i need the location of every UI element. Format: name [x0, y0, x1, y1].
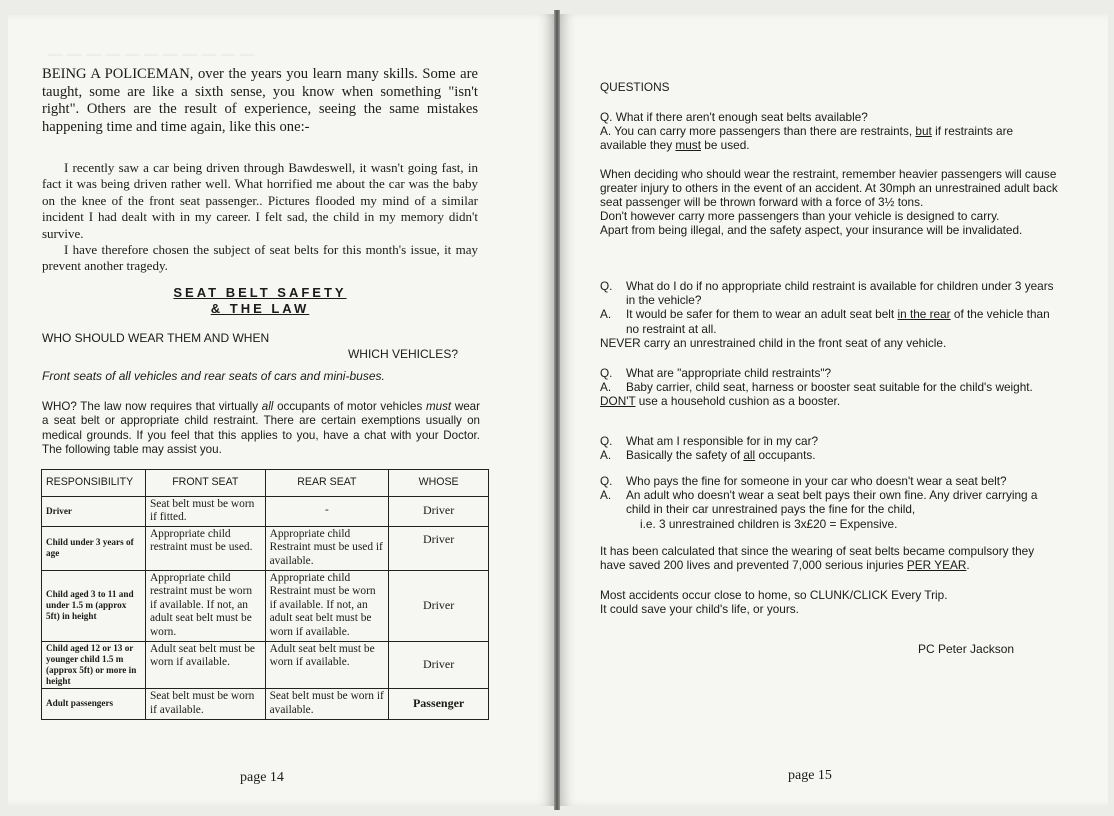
answer-1-must: must	[675, 138, 701, 153]
responsibility-cell: Adult passengers	[42, 689, 146, 719]
rear-seat-cell: Appropriate child Restraint must be used if available.	[265, 526, 389, 570]
front-seat-cell: Adult seat belt must be worn if available.	[145, 641, 265, 689]
question-5-block	[600, 474, 1058, 531]
who-emphasis-must: must	[426, 400, 452, 413]
rear-seat-cell: Adult seat belt must be worn if available.	[265, 641, 389, 689]
statistic-end: .	[966, 558, 970, 573]
question-4-block	[600, 434, 1058, 462]
answer-1-text-b: if restraints are available they	[600, 124, 1014, 153]
statistic-text: It has been calculated that since the wearing of seat belts became compulsory they have saved 200 lives and prevented 7,000 serious injuries	[600, 544, 1035, 573]
closing-line-1: Most accidents occur close to home, so CLUNK/CLICK Every Trip.	[600, 588, 948, 602]
table-header-row	[42, 470, 489, 497]
who-label: WHO?	[42, 400, 77, 413]
question-2-block	[600, 279, 1058, 350]
rear-seat-cell: -	[265, 496, 389, 526]
table-row	[42, 496, 489, 526]
header-front-seat: FRONT SEAT	[145, 470, 265, 497]
table-row	[42, 526, 489, 570]
q2-label: Q.	[600, 279, 613, 293]
front-seat-cell: Appropriate child restraint must be used.	[145, 526, 265, 570]
whose-cell: Driver	[389, 641, 489, 689]
capacity-paragraph: Don't however carry more passengers than your vehicle is designed to carry.	[600, 209, 1000, 224]
rear-seat-cell: Appropriate child Restraint must be worn if available. If not, an adult seat belt must be worn if available.	[265, 570, 389, 641]
page-number-left: page 14	[240, 770, 284, 785]
answer-1-text-c: be used.	[701, 138, 750, 153]
answer-4-all: all	[743, 448, 756, 463]
whose-cell: Driver	[389, 496, 489, 526]
closing-paragraph	[600, 588, 1058, 616]
answer-4	[626, 448, 816, 462]
page-number-right: page 15	[788, 768, 832, 783]
intro-paragraph: BEING A POLICEMAN, over the years you learn many skills. Some are taught, some are like a sixth sense, you know when something "isn't right". Others are the result of experience, seeing the same mistakes happening time and time again, like this one:-	[42, 66, 478, 135]
front-seat-cell: Appropriate child restraint must be worn if available. If not, an adult seat belt must be worn.	[145, 570, 265, 641]
seat-belt-table	[41, 469, 489, 720]
which-vehicles-heading: WHICH VEHICLES?	[347, 347, 458, 361]
front-seats-line: Front seats of all vehicles and rear seats of cars and mini-buses.	[42, 369, 385, 383]
question-3-block	[600, 366, 1058, 409]
statistic-paragraph	[600, 544, 1058, 572]
q4-label: Q.	[600, 434, 613, 448]
responsibility-cell: Child under 3 years of age	[42, 526, 146, 570]
never-line: NEVER carry an unrestrained child in the front seat of any vehicle.	[600, 335, 947, 350]
answer-4-text-b: occupants.	[755, 448, 816, 463]
who-text-c: wear a seat belt or appropriate child restraint. There are certain exemptions usually on medical grounds. If you feel that this applies to you, have a chat with your Doctor. The following table may assist you.	[42, 400, 480, 457]
answer-1-but: but	[915, 124, 932, 139]
whose-cell: Driver	[389, 570, 489, 641]
answer-3: Baby carrier, child seat, harness or booster seat suitable for the child's weight.	[626, 380, 1033, 395]
table-row	[42, 689, 489, 719]
who-paragraph	[42, 400, 480, 458]
question-3: What are "appropriate child restraints"?	[626, 366, 832, 380]
who-should-heading: WHO SHOULD WEAR THEM AND WHEN	[42, 331, 270, 345]
table-row	[42, 641, 489, 689]
article-heading	[42, 285, 478, 317]
who-text-b: occupants of motor vehicles	[273, 400, 427, 413]
a5-label: A.	[600, 488, 612, 503]
story-paragraph-1: I recently saw a car being driven through Bawdeswell, it wasn't going fast, in fact it was being driven rather well. What horrified me about the car was the baby on the knee of the front seat passenger.. Pictures flooded my mind of a similar incident I had dealt with in my career. I felt sad, the child in my memory didn't survive.	[42, 160, 478, 241]
whose-cell: Driver	[389, 526, 489, 570]
a2-label: A.	[600, 307, 612, 322]
a4-label: A.	[600, 448, 612, 463]
question-1: Q. What if there aren't enough seat belts available?	[600, 110, 868, 124]
per-year-emphasis: PER YEAR	[906, 558, 967, 573]
dont-emphasis: DON'T	[600, 394, 636, 409]
left-page	[8, 14, 554, 806]
booster-line: use a household cushion as a booster.	[635, 394, 841, 409]
story-text	[42, 160, 478, 275]
answer-4-text-a: Basically the safety of	[626, 448, 744, 463]
fine-example: i.e. 3 unrestrained children is 3x£20 = Expensive.	[640, 516, 898, 531]
a3-label: A.	[600, 380, 612, 395]
answer-2-text-a: It would be safer for them to wear an adult seat belt	[626, 307, 898, 322]
responsibility-cell: Child aged 3 to 11 and under 1.5 m (approx 5ft) in height	[42, 570, 146, 641]
answer-2-text-b: of the vehicle than no restraint at all.	[626, 307, 1050, 336]
who-text-a: The law now requires that virtually	[76, 400, 262, 413]
q5-label: Q.	[600, 474, 613, 488]
who-emphasis-all: all	[261, 400, 274, 413]
responsibility-cell: Child aged 12 or 13 or younger child 1.5 m (approx 5ft) or more in height	[42, 641, 146, 689]
heading-line-1: SEAT BELT SAFETY	[173, 285, 347, 300]
bleed-through-text: — — — — — — — — — — —	[48, 46, 255, 63]
answer-2-rear: in the rear	[897, 307, 951, 322]
answer-5: An adult who doesn't wear a seat belt pays their own fine. Any driver carrying a child in their car unrestrained pays the fine for the child,	[626, 488, 1038, 517]
question-5: Who pays the fine for someone in your car who doesn't wear a seat belt?	[626, 474, 1007, 488]
weight-paragraph: When deciding who should wear the restraint, remember heavier passengers will cause greater injury to others in the event of an accident. At 30mph an unrestrained adult back seat passenger will be thrown forward with a force of 3½ tons.	[600, 166, 1058, 210]
story-paragraph-2: I have therefore chosen the subject of seat belts for this month's issue, it may prevent another tragedy.	[42, 242, 478, 274]
q3-label: Q.	[600, 366, 613, 380]
right-page	[560, 14, 1108, 806]
question-1-block	[600, 110, 1058, 238]
closing-line-2: It could save your child's life, or yours.	[600, 602, 799, 617]
question-2: What do I do if no appropriate child restraint is available for children under 3 years in the vehicle?	[626, 279, 1054, 308]
answer-1-text-a: A. You can carry more passengers than there are restraints,	[600, 124, 916, 139]
rear-seat-cell: Seat belt must be worn if available.	[265, 689, 389, 719]
table-row	[42, 570, 489, 641]
heading-line-2: & THE LAW	[210, 301, 310, 316]
header-whose: WHOSE	[389, 470, 489, 497]
author-signature: PC Peter Jackson	[918, 642, 1015, 656]
header-rear-seat: REAR SEAT	[265, 470, 389, 497]
answer-2	[626, 307, 1058, 335]
header-responsibility: RESPONSIBILITY	[42, 470, 146, 497]
front-seat-cell: Seat belt must be worn if available.	[145, 689, 265, 719]
whose-cell: Passenger	[389, 689, 489, 719]
insurance-paragraph: Apart from being illegal, and the safety aspect, your insurance will be invalidated.	[600, 223, 1023, 238]
answer-1	[600, 124, 1058, 152]
responsibility-cell: Driver	[42, 496, 146, 526]
questions-title: QUESTIONS	[600, 80, 670, 94]
front-seat-cell: Seat belt must be worn if fitted.	[145, 496, 265, 526]
question-4: What am I responsible for in my car?	[626, 434, 819, 448]
